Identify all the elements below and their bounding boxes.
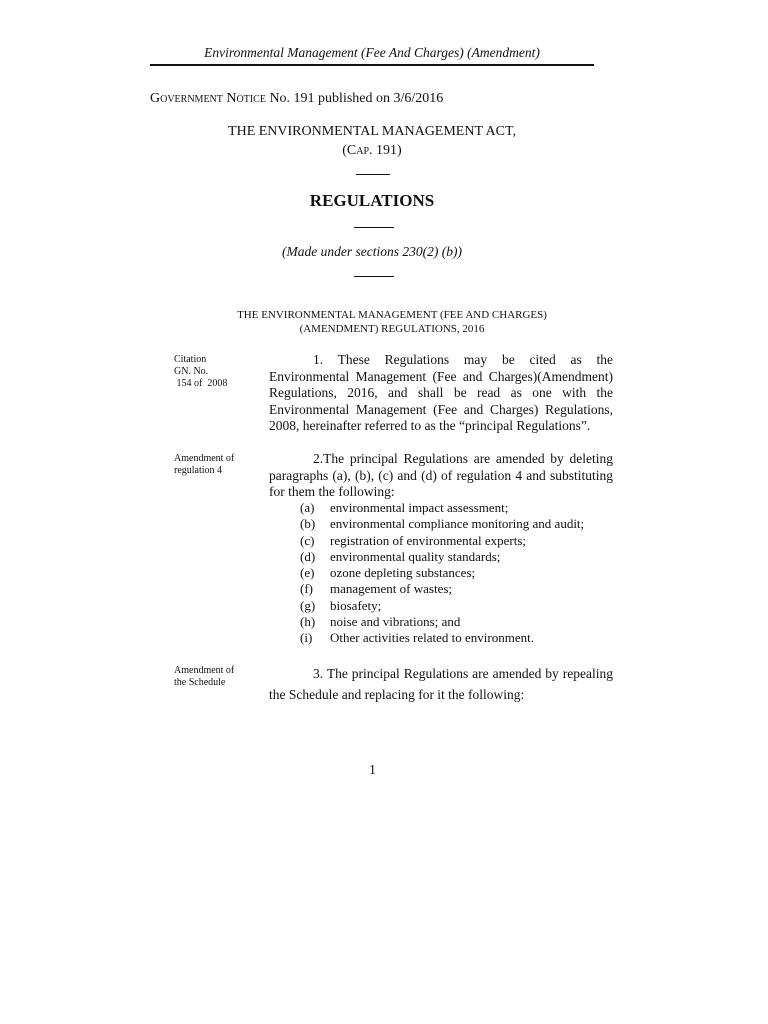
regulation-title	[170, 309, 614, 336]
divider-2	[354, 227, 394, 228]
list-item-label: (e)	[300, 565, 315, 581]
made-under: (Made under sections 230(2) (b))	[282, 244, 462, 259]
list-item	[300, 516, 620, 532]
running-header: Environmental Management (Fee And Charges) (Amendment)	[204, 45, 540, 60]
section-1	[269, 352, 613, 435]
list-item-label: (c)	[300, 532, 315, 548]
act-title: THE ENVIRONMENTAL MANAGEMENT ACT,	[228, 124, 516, 139]
list-item	[300, 565, 620, 581]
divider-1	[356, 174, 390, 175]
list-item	[300, 630, 620, 646]
margin-note-line: Amendment of	[174, 665, 235, 676]
margin-note-amendment-schedule	[174, 665, 264, 689]
list-item-text: noise and vibrations; and	[330, 614, 461, 630]
list-item-text: management of wastes;	[330, 581, 453, 597]
list-item-text: biosafety;	[330, 597, 382, 613]
list-item-text: ozone depleting substances;	[330, 565, 476, 581]
margin-note-line: Citation	[174, 354, 207, 365]
margin-note-line: regulation 4	[174, 465, 223, 476]
page-number: 1	[369, 762, 376, 777]
notice-prefix: Government Notice	[150, 91, 266, 106]
list-item	[300, 500, 620, 516]
list-item-text: Other activities related to environment.	[330, 630, 534, 646]
regulations-heading: REGULATIONS	[309, 191, 435, 210]
list-item-label: (f)	[300, 581, 313, 597]
margin-note-line: Amendment of	[174, 453, 235, 464]
notice-text: No. 191 published on 3/6/2016	[265, 91, 444, 106]
list-item-label: (a)	[300, 500, 315, 515]
margin-note-citation	[174, 354, 264, 390]
list-item-text: registration of environmental experts;	[330, 532, 527, 548]
list-item	[300, 614, 620, 630]
list-item	[300, 598, 620, 614]
margin-note-amendment-reg4	[174, 453, 264, 477]
list-item	[300, 533, 620, 549]
list-item-label: (g)	[300, 597, 316, 613]
margin-note-line: the Schedule	[174, 677, 226, 688]
section-2-text: 2.The principal Regulations are amended by deleting paragraphs (a), (b), (c) and (d) of regulation 4 and substituting for them the following:	[269, 451, 613, 499]
list-item	[300, 581, 620, 597]
list-item-text: environmental quality standards;	[330, 548, 501, 564]
list-item-text: environmental impact assessment;	[330, 500, 509, 515]
list-item-label: (d)	[300, 548, 316, 564]
divider-3	[354, 276, 394, 277]
section-2	[269, 451, 613, 501]
regulation-title-line1: THE ENVIRONMENTAL MANAGEMENT (FEE AND CHARGES)	[237, 309, 547, 321]
list-item-label: (i)	[300, 630, 313, 646]
list-item-text: environmental compliance monitoring and audit;	[330, 516, 585, 532]
list-item-label: (h)	[300, 614, 316, 630]
header-rule	[150, 64, 594, 66]
section-3-text: 3. The principal Regulations are amended by repealing the Schedule and replacing for it the following:	[269, 666, 613, 702]
government-notice	[150, 91, 443, 107]
margin-note-line: GN. No.	[174, 366, 209, 377]
substitution-list	[300, 500, 620, 647]
margin-note-line: 154 of 2008	[174, 378, 228, 389]
list-item-label: (b)	[300, 516, 316, 532]
section-3	[269, 663, 613, 705]
list-item	[300, 549, 620, 565]
regulation-title-line2: (AMENDMENT) REGULATIONS, 2016	[299, 322, 485, 335]
section-1-text: 1. These Regulations may be cited as the Environmental Management (Fee and Charges)(Amendment) Regulations, 2016, and shall be read as one with the Environmental Management (Fee and Charges) Regulations, 2008, hereinafter referred to as the “principal Regulations”.	[269, 352, 613, 433]
act-cap: (Cap. 191)	[342, 143, 402, 158]
